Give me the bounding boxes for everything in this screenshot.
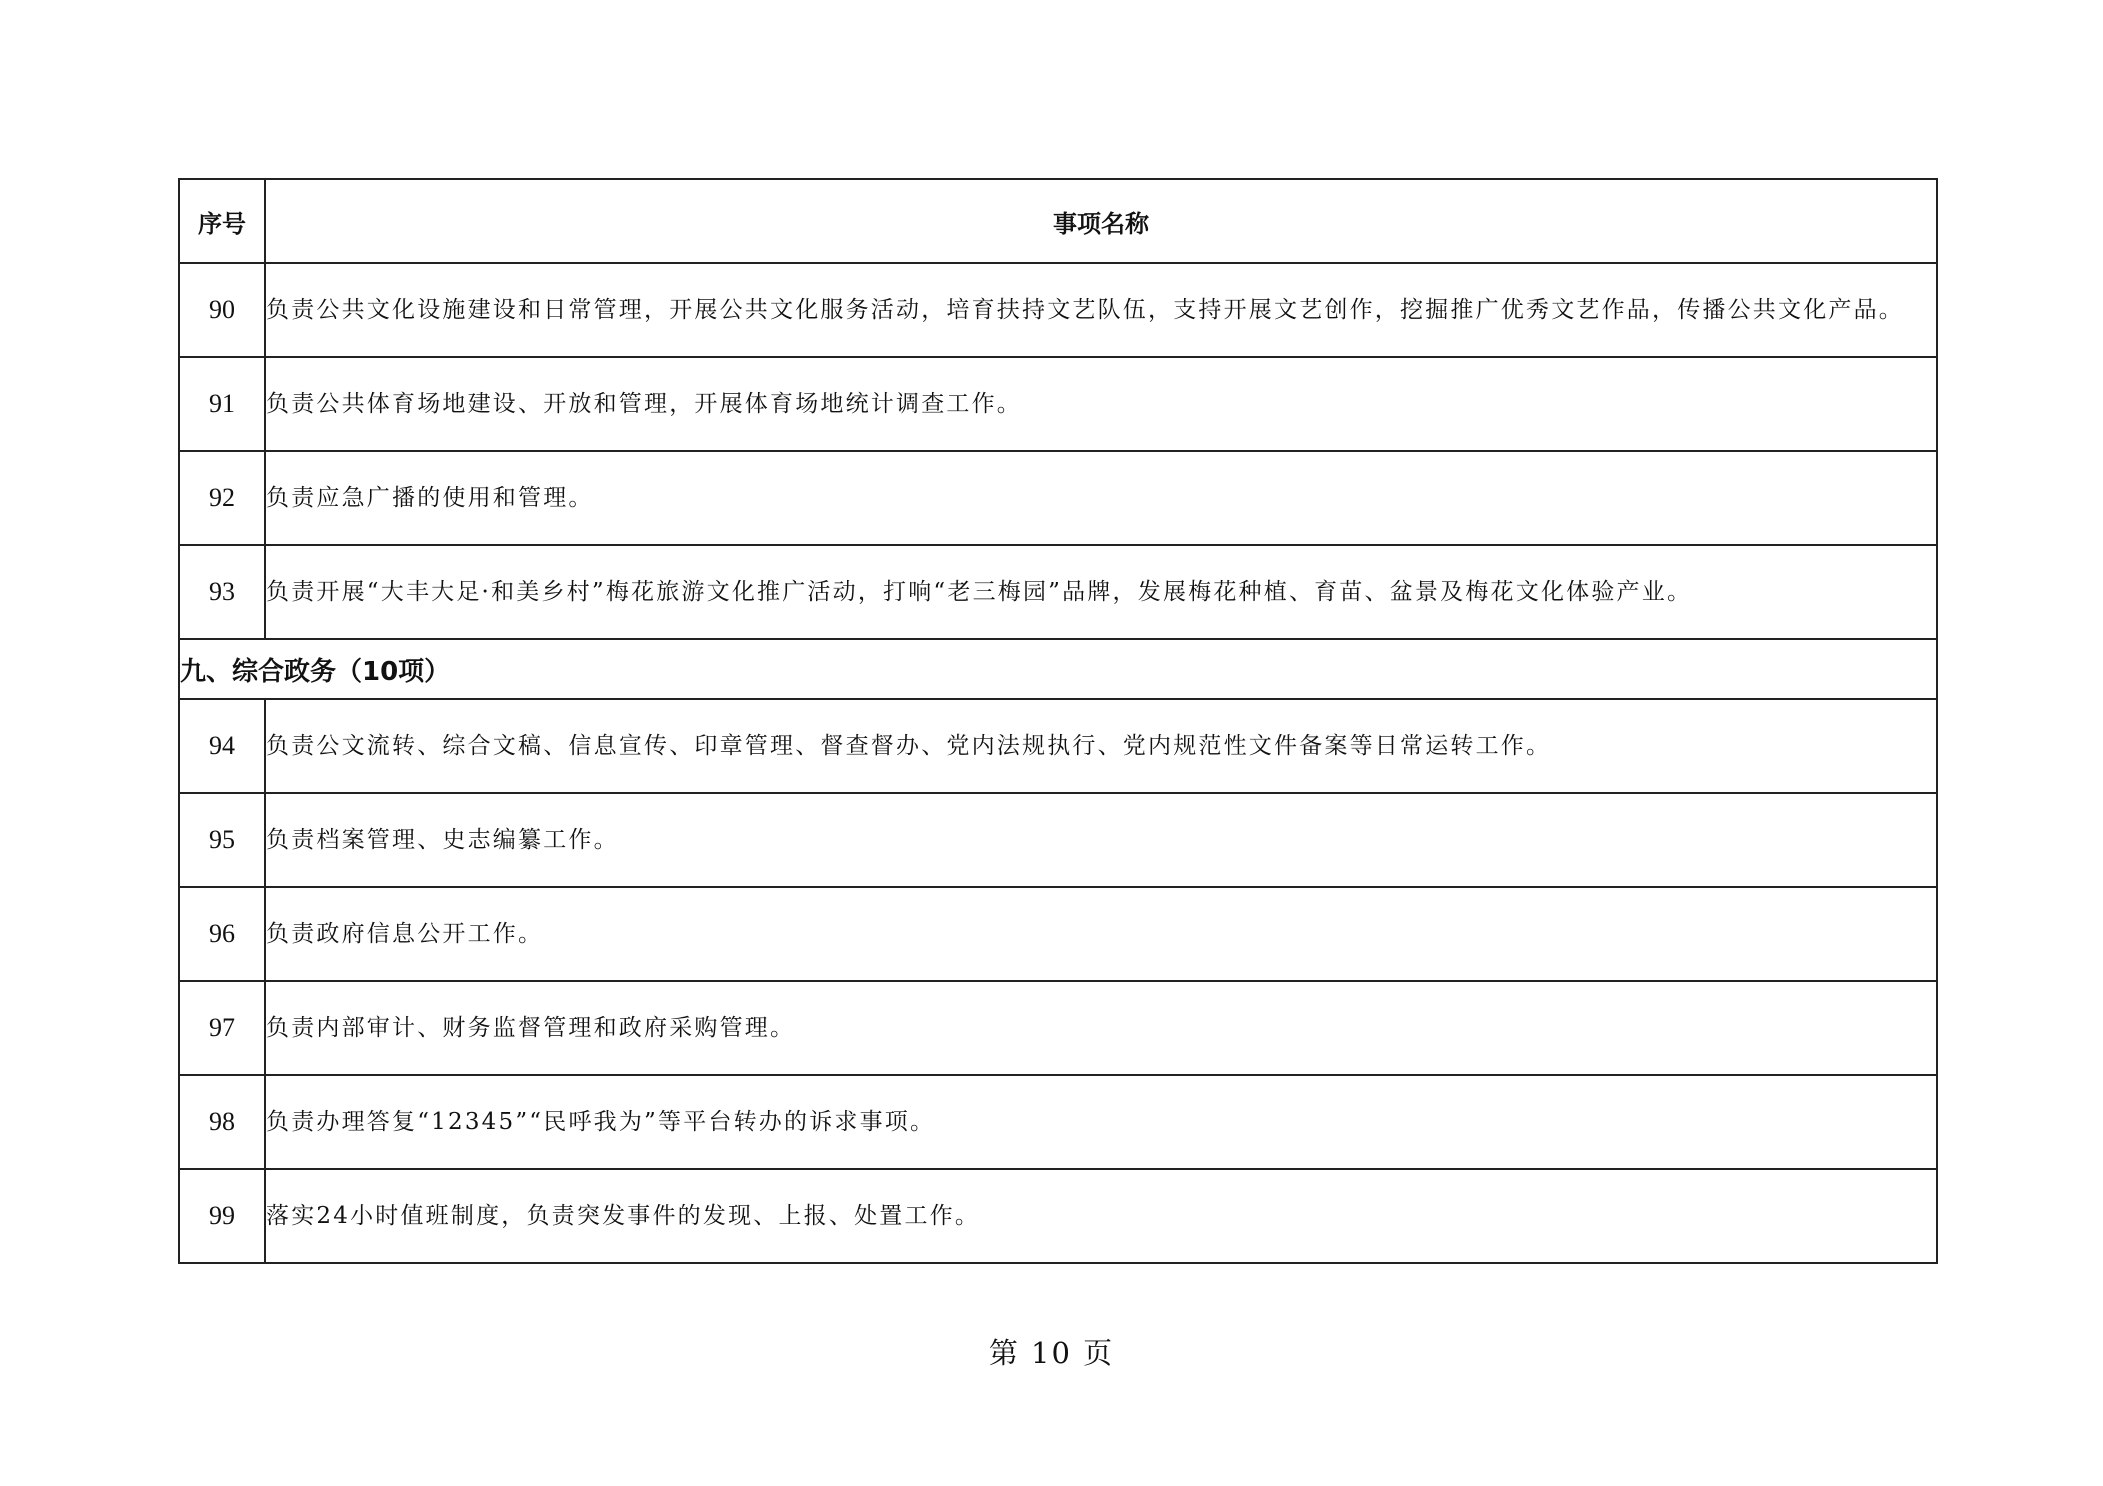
table-row [179, 887, 1937, 981]
page-number: 第 10 页 [988, 1336, 1115, 1370]
table-row [179, 263, 1937, 357]
table-row [179, 545, 1937, 639]
row-number: 99 [179, 1169, 265, 1263]
header-num: 序号 [179, 179, 265, 263]
row-number: 92 [179, 451, 265, 545]
row-number: 95 [179, 793, 265, 887]
row-number: 93 [179, 545, 265, 639]
table-row [179, 451, 1937, 545]
row-text: 负责办理答复“12345”“民呼我为”等平台转办的诉求事项。 [265, 1075, 1937, 1169]
table-row [179, 357, 1937, 451]
row-text: 负责档案管理、史志编纂工作。 [265, 793, 1937, 887]
table-row [179, 1169, 1937, 1263]
row-text: 负责公共体育场地建设、开放和管理，开展体育场地统计调查工作。 [265, 357, 1937, 451]
row-number: 90 [179, 263, 265, 357]
row-text: 负责公共文化设施建设和日常管理，开展公共文化服务活动，培育扶持文艺队伍，支持开展文艺创作，挖掘推广优秀文艺作品，传播公共文化产品。 [265, 263, 1937, 357]
row-number: 97 [179, 981, 265, 1075]
row-number: 91 [179, 357, 265, 451]
table-row [179, 1075, 1937, 1169]
row-text: 负责开展“大丰大足·和美乡村”梅花旅游文化推广活动，打响“老三梅园”品牌，发展梅花种植、育苗、盆景及梅花文化体验产业。 [265, 545, 1937, 639]
row-text: 落实24小时值班制度，负责突发事件的发现、上报、处置工作。 [265, 1169, 1937, 1263]
table-row [179, 793, 1937, 887]
section-row [179, 639, 1937, 699]
row-number: 98 [179, 1075, 265, 1169]
row-text: 负责政府信息公开工作。 [265, 887, 1937, 981]
items-table [178, 178, 1938, 1264]
row-number: 96 [179, 887, 265, 981]
row-text: 负责内部审计、财务监督管理和政府采购管理。 [265, 981, 1937, 1075]
header-name: 事项名称 [265, 179, 1937, 263]
table-row [179, 699, 1937, 793]
row-text: 负责应急广播的使用和管理。 [265, 451, 1937, 545]
row-text: 负责公文流转、综合文稿、信息宣传、印章管理、督查督办、党内法规执行、党内规范性文件备案等日常运转工作。 [265, 699, 1937, 793]
row-number: 94 [179, 699, 265, 793]
table-row [179, 981, 1937, 1075]
section-heading: 九、综合政务（10项） [179, 639, 1937, 699]
table-header-row [179, 179, 1937, 263]
